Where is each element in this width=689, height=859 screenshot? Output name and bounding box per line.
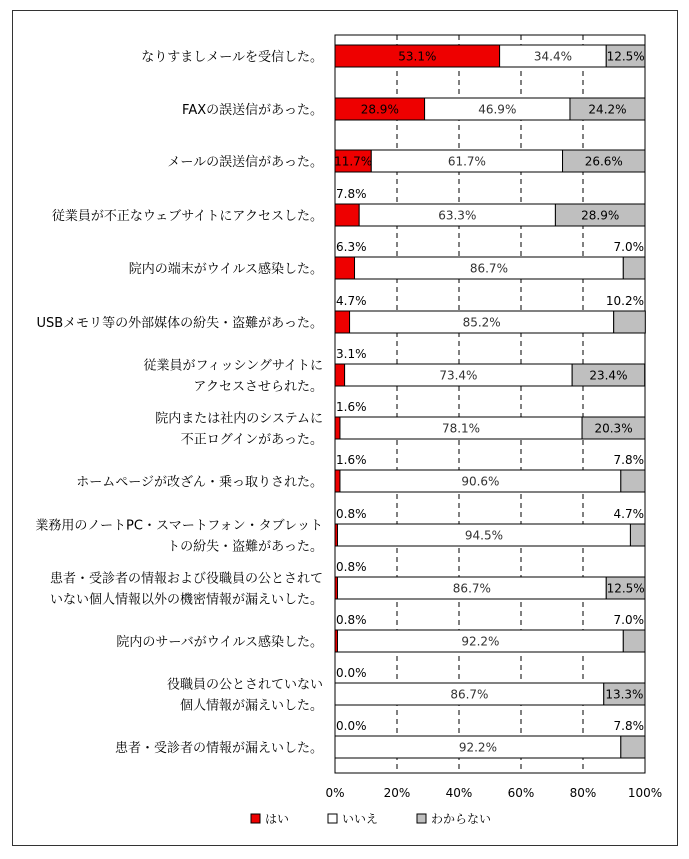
bar-segment-2 [623,630,645,652]
legend-swatch-2 [417,814,426,823]
x-tick-label: 60% [507,786,535,800]
data-label-no: 63.3% [438,208,477,223]
data-label-no: 90.6% [461,474,500,489]
data-label-unknown: 7.0% [613,613,644,627]
data-label-unknown: 26.6% [584,154,623,169]
bar-segment-0 [335,311,350,333]
data-label-yes: 0.8% [336,560,367,574]
category-label: 患者・受診者の情報および役職員の公とされて [49,571,323,587]
category-label: なりすましメールを受信した。 [141,50,323,65]
category-label: 院内の端末がウイルス感染した。 [128,262,323,277]
legend-swatch-1 [328,814,337,823]
legend-label-2: わからない [431,812,492,826]
legend-label-1: いいえ [342,812,379,826]
data-label-no: 85.2% [462,315,501,330]
category-label: 業務用のノートPC・スマートフォン・タブレット [35,518,323,534]
data-label-unknown: 13.3% [605,687,644,702]
data-label-no: 61.7% [447,154,486,169]
data-label-no: 73.4% [439,368,478,383]
data-label-yes: 6.3% [336,240,367,254]
data-label-yes: 53.1% [398,49,437,64]
category-label: 院内または社内のシステムに [155,411,323,427]
data-label-yes: 1.6% [336,400,367,414]
bar-segment-2 [614,311,646,333]
data-label-unknown: 7.0% [613,240,644,254]
data-label-unknown: 7.8% [613,453,644,467]
data-label-unknown: 7.8% [613,719,644,733]
x-tick-label: 40% [445,786,473,800]
x-tick-label: 80% [569,786,597,800]
stacked-bar-chart [13,11,677,845]
data-label-yes: 0.0% [336,666,367,680]
data-label-unknown: 10.2% [605,294,644,308]
bar-segment-2 [621,736,645,758]
data-label-unknown: 28.9% [581,208,620,223]
data-label-no: 34.4% [533,49,572,64]
data-label-no: 94.5% [464,528,504,543]
data-label-yes: 4.7% [336,294,367,308]
legend-label-0: はい [265,812,290,826]
category-label: 従業員が不正なウェブサイトにアクセスした。 [51,209,323,224]
data-label-unknown: 12.5% [606,581,645,596]
data-label-no: 86.7% [469,261,508,276]
x-tick-label: 100% [627,786,663,800]
data-label-yes: 0.0% [336,719,367,733]
data-label-yes: 7.8% [336,187,367,201]
x-tick-label: 20% [383,786,411,800]
data-label-unknown: 12.5% [606,49,645,64]
category-label: USBメモリ等の外部媒体の紛失・盗難があった。 [36,316,323,331]
data-label-no: 46.9% [478,102,517,117]
category-label: FAXの誤送信があった。 [182,103,323,118]
data-label-unknown: 4.7% [613,507,644,521]
bar-segment-0 [335,204,359,226]
plot-area [335,35,645,773]
data-label-yes: 1.6% [336,453,367,467]
category-label: 従業員がフィッシングサイトに [143,358,323,374]
legend-swatch-0 [251,814,260,823]
bar-segment-0 [335,417,340,439]
data-label-yes: 11.7% [334,154,373,169]
category-label: いない個人情報以外の機密情報が漏えいした。 [49,592,323,608]
bar-segment-2 [630,524,645,546]
category-label: 個人情報が漏えいした。 [179,698,323,714]
x-tick-label: 0% [325,786,345,800]
data-label-yes: 0.8% [336,507,367,521]
data-label-yes: 3.1% [336,347,367,361]
bar-segment-0 [335,470,340,492]
category-label: トの紛失・盗難があった。 [167,539,323,555]
data-label-yes: 28.9% [360,102,399,117]
category-label: 患者・受診者の情報が漏えいした。 [114,741,323,756]
category-label: 役職員の公とされていない [166,677,323,693]
category-label: 不正ログインがあった。 [180,432,323,448]
data-label-yes: 0.8% [336,613,367,627]
data-label-no: 78.1% [441,421,481,436]
data-label-unknown: 23.4% [589,368,628,383]
data-label-no: 92.2% [461,634,500,649]
bar-segment-2 [623,257,645,279]
data-label-no: 86.7% [450,687,489,702]
data-label-no: 86.7% [452,581,491,596]
bar-segment-2 [621,470,645,492]
chart-frame [12,10,678,846]
bar-segment-0 [335,364,345,386]
category-label: ホームページが改ざん・乗っ取りされた。 [76,475,323,490]
data-label-unknown: 24.2% [588,102,627,117]
category-label: アクセスさせられた。 [193,379,323,395]
category-label: メールの誤送信があった。 [167,155,323,170]
category-label: 院内のサーバがウイルス感染した。 [116,635,323,650]
data-label-no: 92.2% [458,740,497,755]
bar-segment-0 [335,257,355,279]
data-label-unknown: 20.3% [594,421,633,436]
